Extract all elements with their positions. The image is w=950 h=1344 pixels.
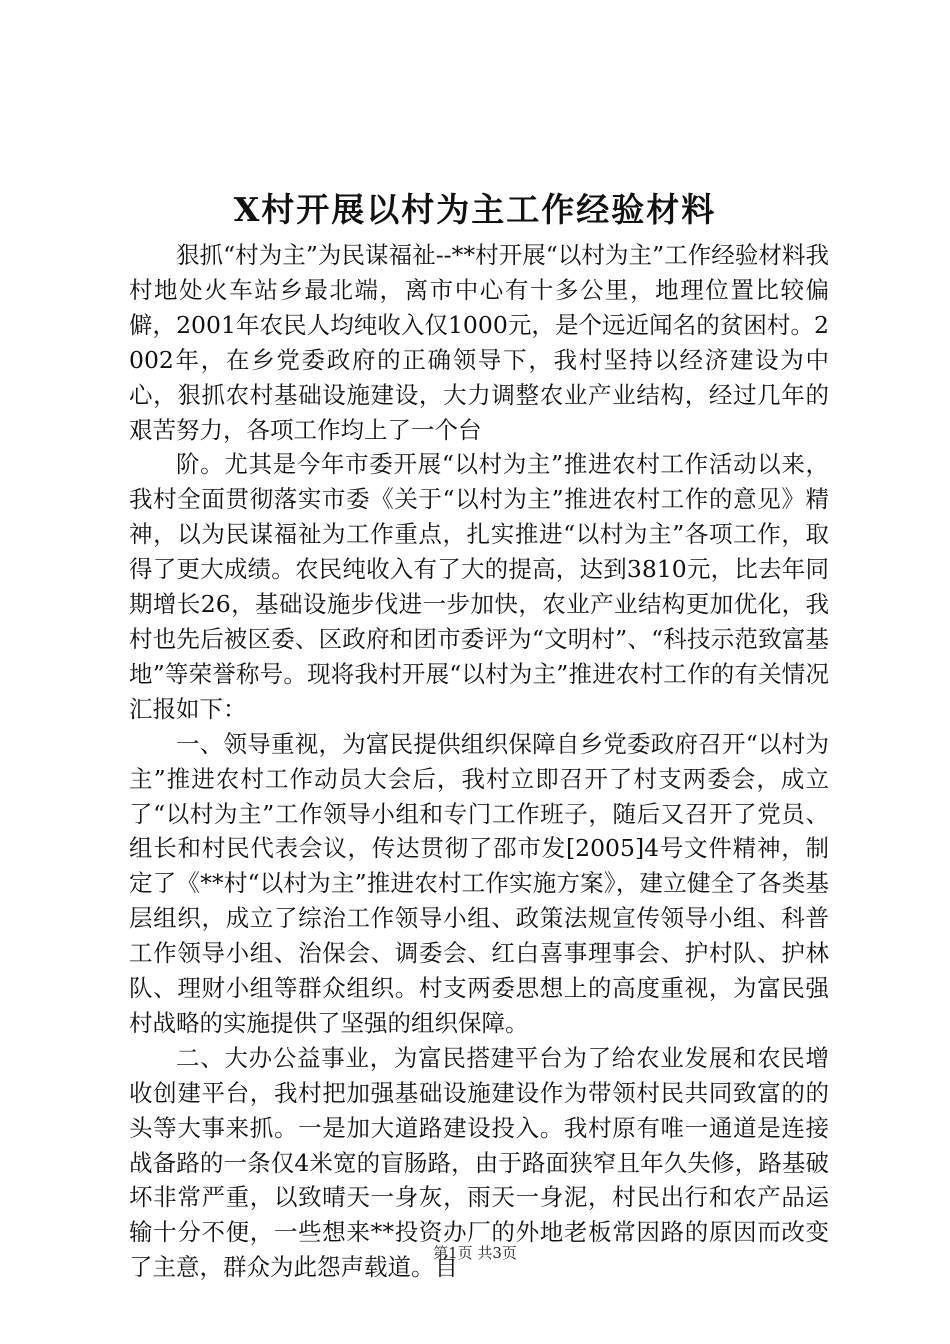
paragraph-section-one: 一、领导重视，为富民提供组织保障自乡党委政府召开“以村为主”推进农村工作动员大会后，我村立即召开了村支两委会，成立了“以村为主”工作领导小组和专门工作班子，随后又召开了党员、组长和村民代表会议，传达贯彻了邵市发[2005]4号文件精神，制定了《**村“以村为主”推进农村工作实施方案》，建立健全了各类基层组织，成立了综治工作领导小组、政策法规宣传领导小组、科普工作领导小组、治保会、调委会、红白喜事理事会、护村队、护林队、理财小组等群众组织。村支两委思想上的高度重视，为富民强村战略的实施提供了坚强的组织保障。 — [129, 729, 829, 1037]
document-body — [129, 238, 829, 1285]
page-footer: 第1页 共3页 — [433, 1244, 517, 1262]
paragraph-achievements: 阶。尤其是今年市委开展“以村为主”推进农村工作活动以来，我村全面贯彻落实市委《关于“以村为主”推进农村工作的意见》精神，以为民谋福祉为工作重点，扎实推进“以村为主”各项工作，取得了更大成绩。农民纯收入有了大的提高，达到3810元，比去年同期增长26，基础设施步伐进一步加快，农业产业结构更加优化，我村也先后被区委、区政府和团市委评为“文明村”、“科技示范致富基地”等荣誉称号。现将我村开展“以村为主”推进农村工作的有关情况汇报如下： — [129, 450, 829, 723]
document-title: X村开展以村为主工作经验材料 — [233, 190, 717, 229]
paragraph-section-two: 二、大办公益事业，为富民搭建平台为了给农业发展和农民增收创建平台，我村把加强基础设施建设作为带领村民共同致富的的头等大事来抓。一是加大道路建设投入。我村原有唯一通道是连接战备路的一条仅4米宽的盲肠路，由于路面狭窄且年久失修，路基破坏非常严重，以致晴天一身灰，雨天一身泥，村民出行和农产品运输十分不便，一些想来**投资办厂的外地老板常因路的原因而改变了主意，群众为此怨声载道。自 — [129, 1043, 829, 1282]
paragraph-intro: 狠抓“村为主”为民谋福祉--**村开展“以村为主”工作经验材料我村地处火车站乡最北端，离市中心有十多公里，地理位置比较偏僻，2001年农民人均纯收入仅1000元，是个远近闻名的贫困村。2002年，在乡党委政府的正确领导下，我村坚持以经济建设为中心，狠抓农村基础设施建设，大力调整农业产业结构，经过几年的艰苦努力，各项工作均上了一个台 — [129, 241, 829, 444]
